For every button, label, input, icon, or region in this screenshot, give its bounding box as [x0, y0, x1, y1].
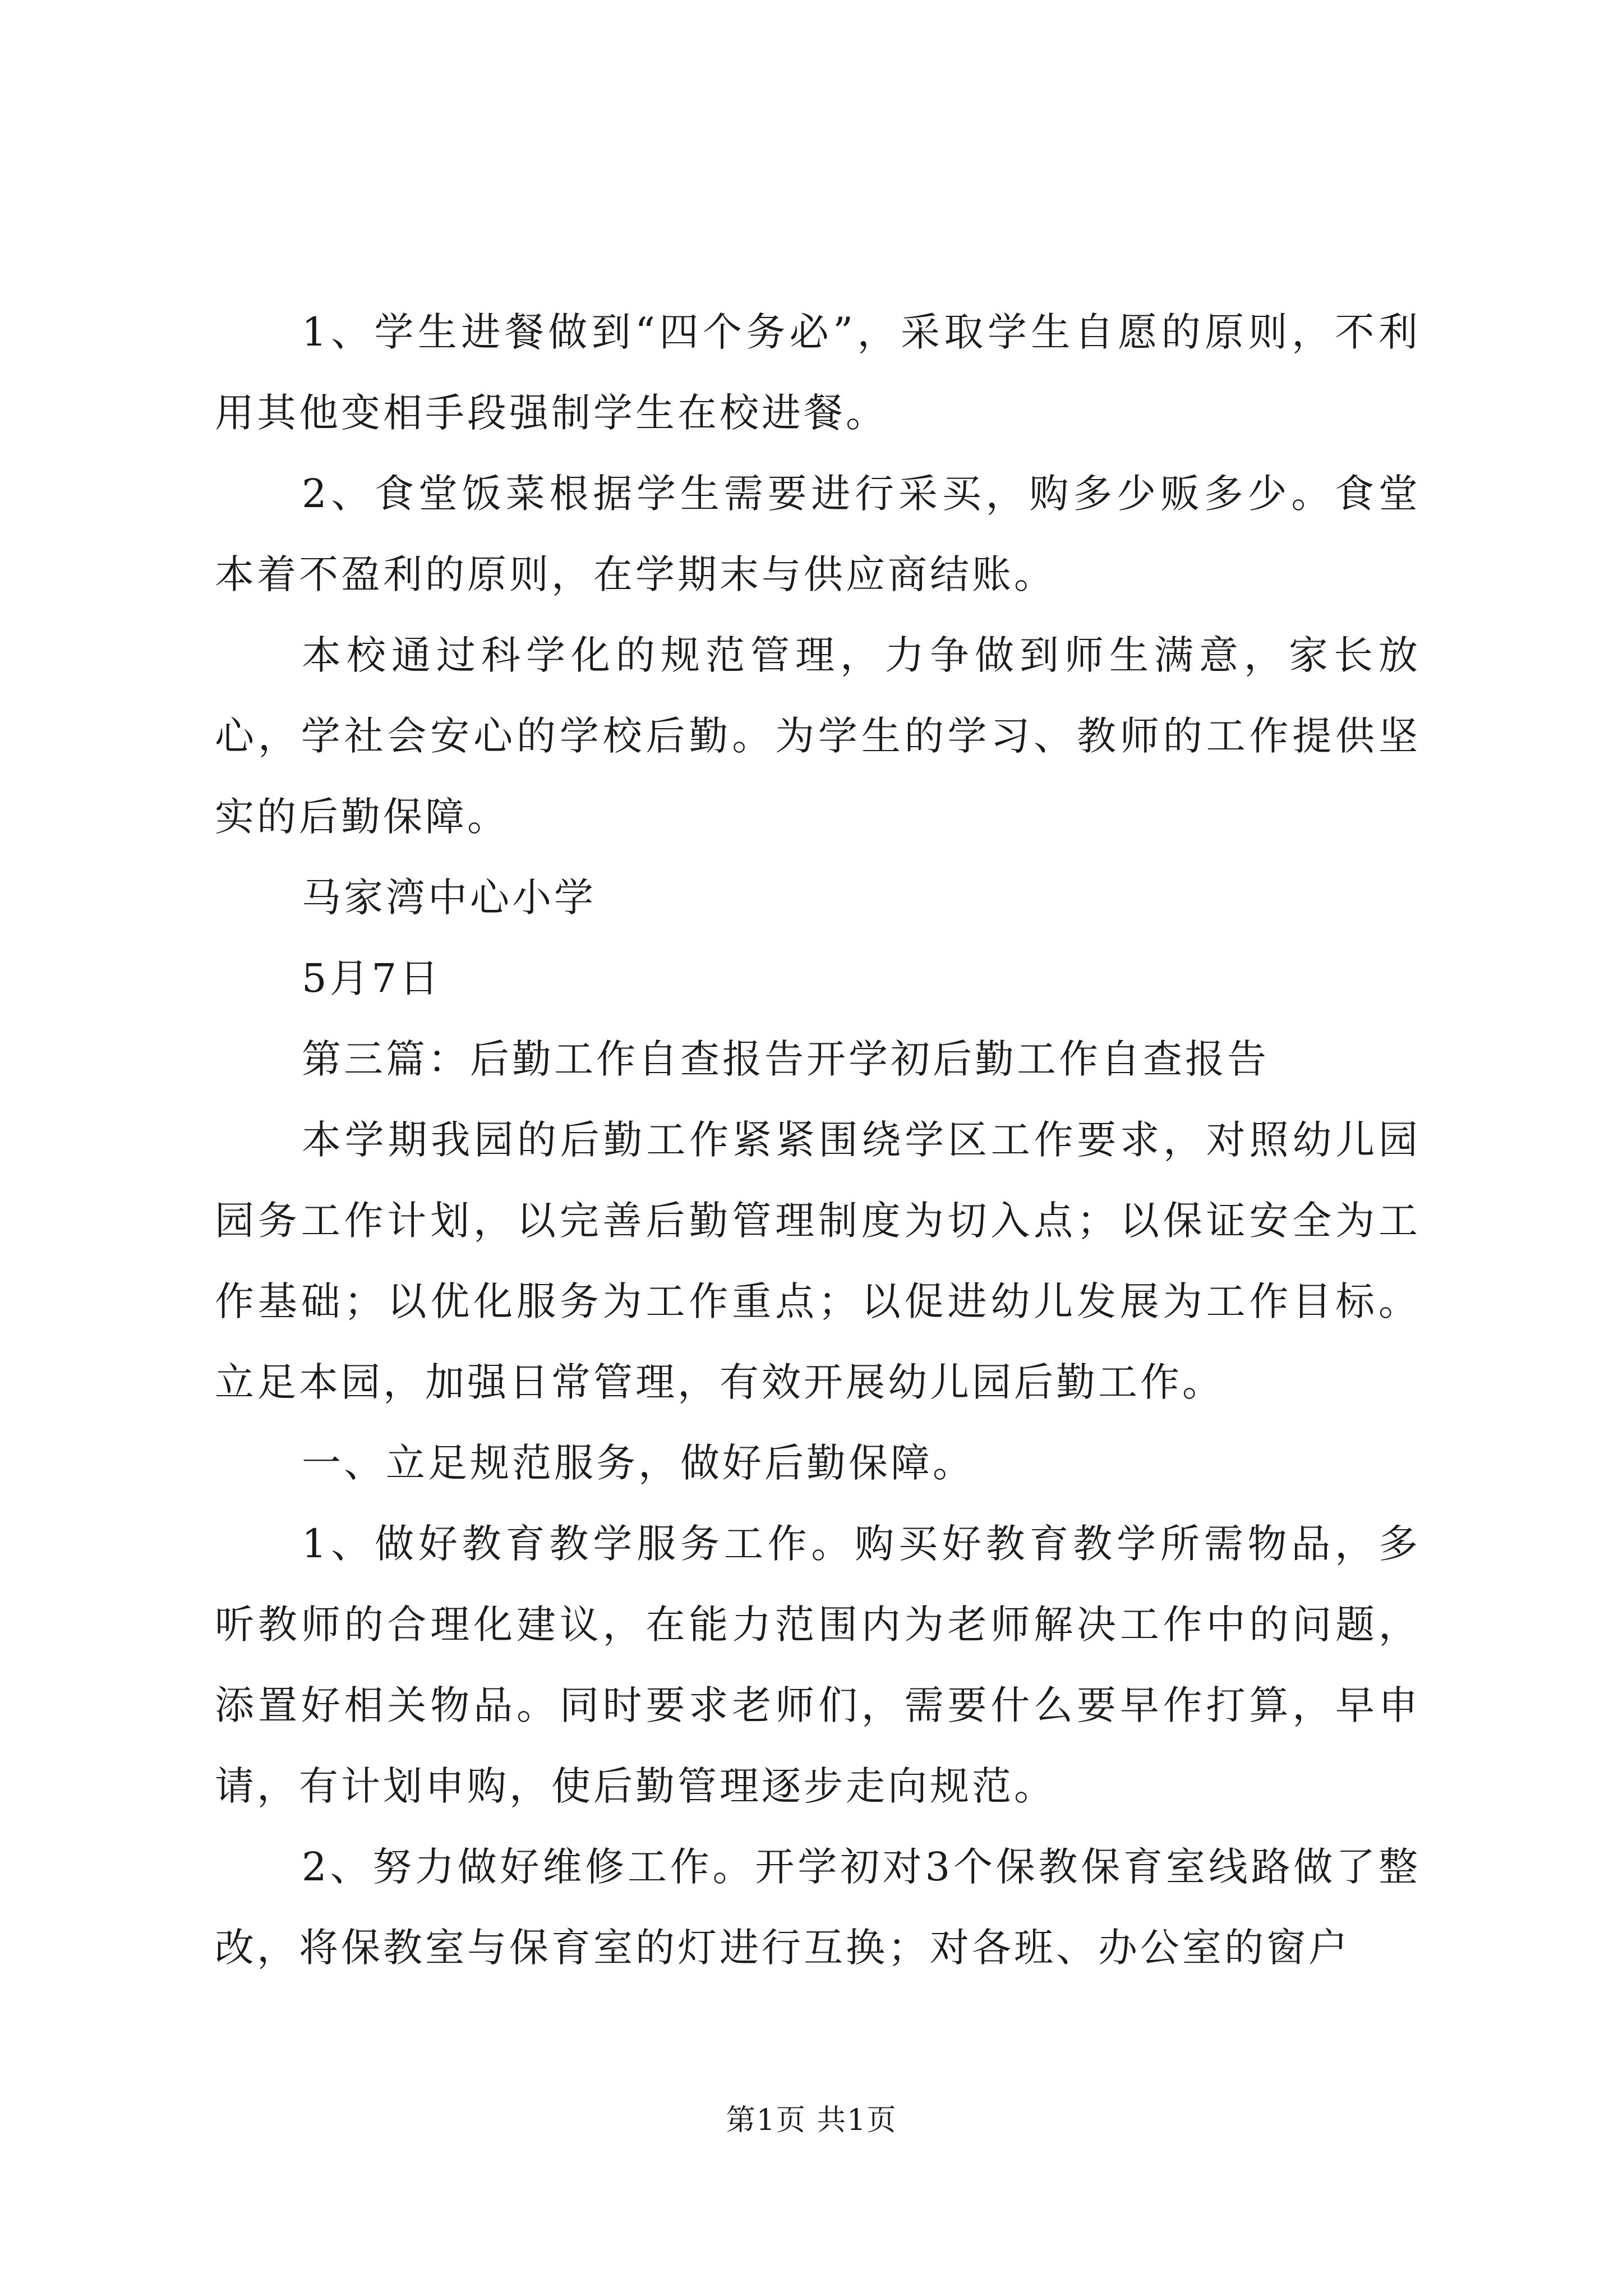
signature-school-name: 马家湾中心小学: [302, 875, 596, 921]
page-footer: 第1页 共1页: [726, 2104, 897, 2137]
section-heading-standard-service: 一、立足规范服务，做好后勤保障。: [302, 1440, 975, 1486]
paragraph-teaching-service: 1、做好教育教学服务工作。购买好教育教学所需物品，多听教师的合理化建议，在能力范围内为老师解决工作中的问题，添置好相关物品。同时要求老师们，需要什么要早作打算，早申请，有计划申购，使后勤管理逐步走向规范。: [215, 1521, 1421, 1809]
paragraph-management-summary: 本校通过科学化的规范管理，力争做到师生满意，家长放心，学社会安心的学校后勤。为学生的学习、教师的工作提供坚实的后勤保障。: [215, 632, 1421, 840]
paragraph-canteen-purchase: 2、食堂饭菜根据学生需要进行采买，购多少贩多少。食堂本着不盈利的原则，在学期末与供应商结账。: [215, 471, 1421, 597]
paragraph-semester-overview: 本学期我园的后勤工作紧紧围绕学区工作要求，对照幼儿园园务工作计划，以完善后勤管理制度为切入点；以保证安全为工作基础；以优化服务为工作重点；以促进幼儿发展为工作目标。立足本园，加强日常管理，有效开展幼儿园后勤工作。: [215, 1117, 1421, 1405]
document-body: [215, 292, 1421, 1988]
paragraph-meal-principle: 1、学生进餐做到“四个务必”，采取学生自愿的原则，不利用其他变相手段强制学生在校进餐。: [215, 309, 1421, 436]
section-title-part-three: 第三篇：后勤工作自查报告开学初后勤工作自查报告: [302, 1036, 1269, 1082]
signature-date: 5月7日: [302, 955, 442, 1001]
paragraph-maintenance-work: 2、努力做好维修工作。开学初对3个保教保育室线路做了整改，将保教室与保育室的灯进行互换；对各班、办公室的窗户: [215, 1844, 1421, 1971]
